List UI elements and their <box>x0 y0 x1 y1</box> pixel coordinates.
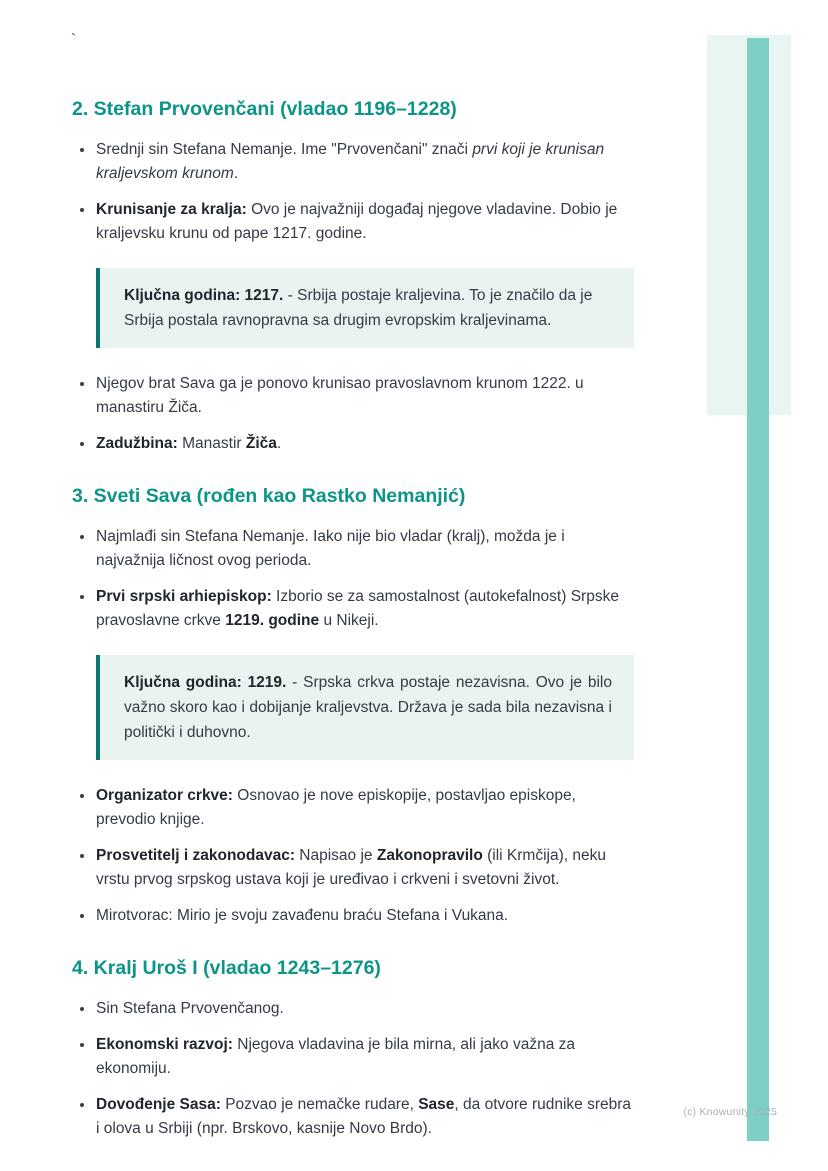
text-segment-bold: Krunisanje za kralja: <box>96 201 247 218</box>
text-segment: Pozvao je nemačke rudare, <box>220 1096 419 1113</box>
text-segment: - Srpska crkva postaje nezavisna. Ovo je bilo važno skoro kao i dobijanje kraljevstva. Država je sada bila nezavisna i politički i duhovno. <box>124 674 612 741</box>
text-segment-bold: Žiča <box>245 435 277 452</box>
text-segment-bold: 1219. godine <box>225 612 320 629</box>
list-item <box>95 585 634 633</box>
list-item <box>95 1093 634 1141</box>
list-item <box>95 138 634 186</box>
text-segment-italic: prvi koji je krunisan kraljevskom krunom <box>96 141 605 182</box>
section-heading: 2. Stefan Prvovenčani (vladao 1196–1228) <box>72 98 457 120</box>
section-heading: 3. Sveti Sava (rođen kao Rastko Nemanjić) <box>72 485 466 507</box>
text-segment-bold: Ekonomski razvoj: <box>96 1036 233 1053</box>
watermark: (c) Knowunity 2025 <box>683 1106 777 1118</box>
text-segment: - Srbija postaje kraljevina. To je značilo da je Srbija postala ravnopravna sa drugim evropskim kraljevinama. <box>124 287 593 329</box>
text-segment: . <box>276 435 282 452</box>
bullet-list <box>72 372 634 456</box>
text-segment: Napisao je <box>295 847 377 864</box>
text-segment: Sin Stefana Prvovenčanog. <box>96 1000 284 1017</box>
text-segment-bold: Zakonopravilo <box>376 847 483 864</box>
list-item <box>95 372 634 420</box>
bullet-list <box>72 525 634 633</box>
text-segment: , da otvore rudnike srebra i olova u Srbiji (npr. Brskovo, kasnije Novo Brdo). <box>96 1096 632 1137</box>
text-segment-bold: Zadužbina: <box>96 435 178 452</box>
text-segment: Najmlađi sin Stefana Nemanje. Iako nije bio vladar (kralj), možda je i najvažnija ličnost ovog perioda. <box>96 528 565 569</box>
callout-box <box>96 268 634 348</box>
list-item <box>95 997 634 1021</box>
list-item <box>95 432 634 456</box>
list-item <box>95 784 634 832</box>
list-item <box>95 525 634 573</box>
text-segment: Njegov brat Sava ga je ponovo krunisao pravoslavnom krunom 1222. u manastiru Žiča. <box>96 375 584 416</box>
bullet-list <box>72 784 634 928</box>
list-item <box>95 904 634 928</box>
list-item <box>95 1033 634 1081</box>
text-segment: Osnovao je nove episkopije, postavljao episkope, prevodio knjige. <box>96 787 576 828</box>
section-heading: 4. Kralj Uroš I (vladao 1243–1276) <box>72 957 381 979</box>
side-bar-decoration <box>747 38 769 1141</box>
bullet-list <box>72 138 634 246</box>
text-segment: Izborio se za samostalnost (autokefalnost) Srpske pravoslavne crkve <box>96 588 619 629</box>
text-segment-bold: Dovođenje Sasa: <box>96 1096 221 1113</box>
text-segment: (ili Krmčija), neku vrstu prvog srpskog ustava koji je uređivao i crkveni i svetovni život. <box>96 847 606 888</box>
text-segment-bold: Sase <box>418 1096 455 1113</box>
text-segment: u Nikeji. <box>319 612 379 629</box>
document-content <box>72 0 634 1141</box>
callout-box <box>96 655 634 760</box>
text-segment: . <box>233 165 239 182</box>
text-segment-bold: Prosvetitelj i zakonodavac: <box>96 847 295 864</box>
text-segment-bold: Organizator crkve: <box>96 787 233 804</box>
list-item <box>95 198 634 246</box>
text-segment-bold: Ključna godina: 1217. <box>124 287 284 304</box>
text-segment: Ovo je najvažniji događaj njegove vladavine. Dobio je kraljevsku krunu od pape 1217. godine. <box>96 201 618 242</box>
text-segment: Njegova vladavina je bila mirna, ali jako važna za ekonomiju. <box>96 1036 576 1077</box>
stray-backtick: ` <box>71 31 76 48</box>
bullet-list <box>72 997 634 1141</box>
list-item <box>95 844 634 892</box>
text-segment-bold: Prvi srpski arhiepiskop: <box>96 588 272 605</box>
callout-text <box>124 670 612 745</box>
text-segment: Mirotvorac: Mirio je svoju zavađenu braću Stefana i Vukana. <box>96 907 509 924</box>
text-segment-bold: Ključna godina: 1219. <box>124 674 287 691</box>
callout-text <box>124 283 612 333</box>
text-segment: Manastir <box>177 435 246 452</box>
text-segment: Srednji sin Stefana Nemanje. Ime "Prvovenčani" znači <box>96 141 473 158</box>
